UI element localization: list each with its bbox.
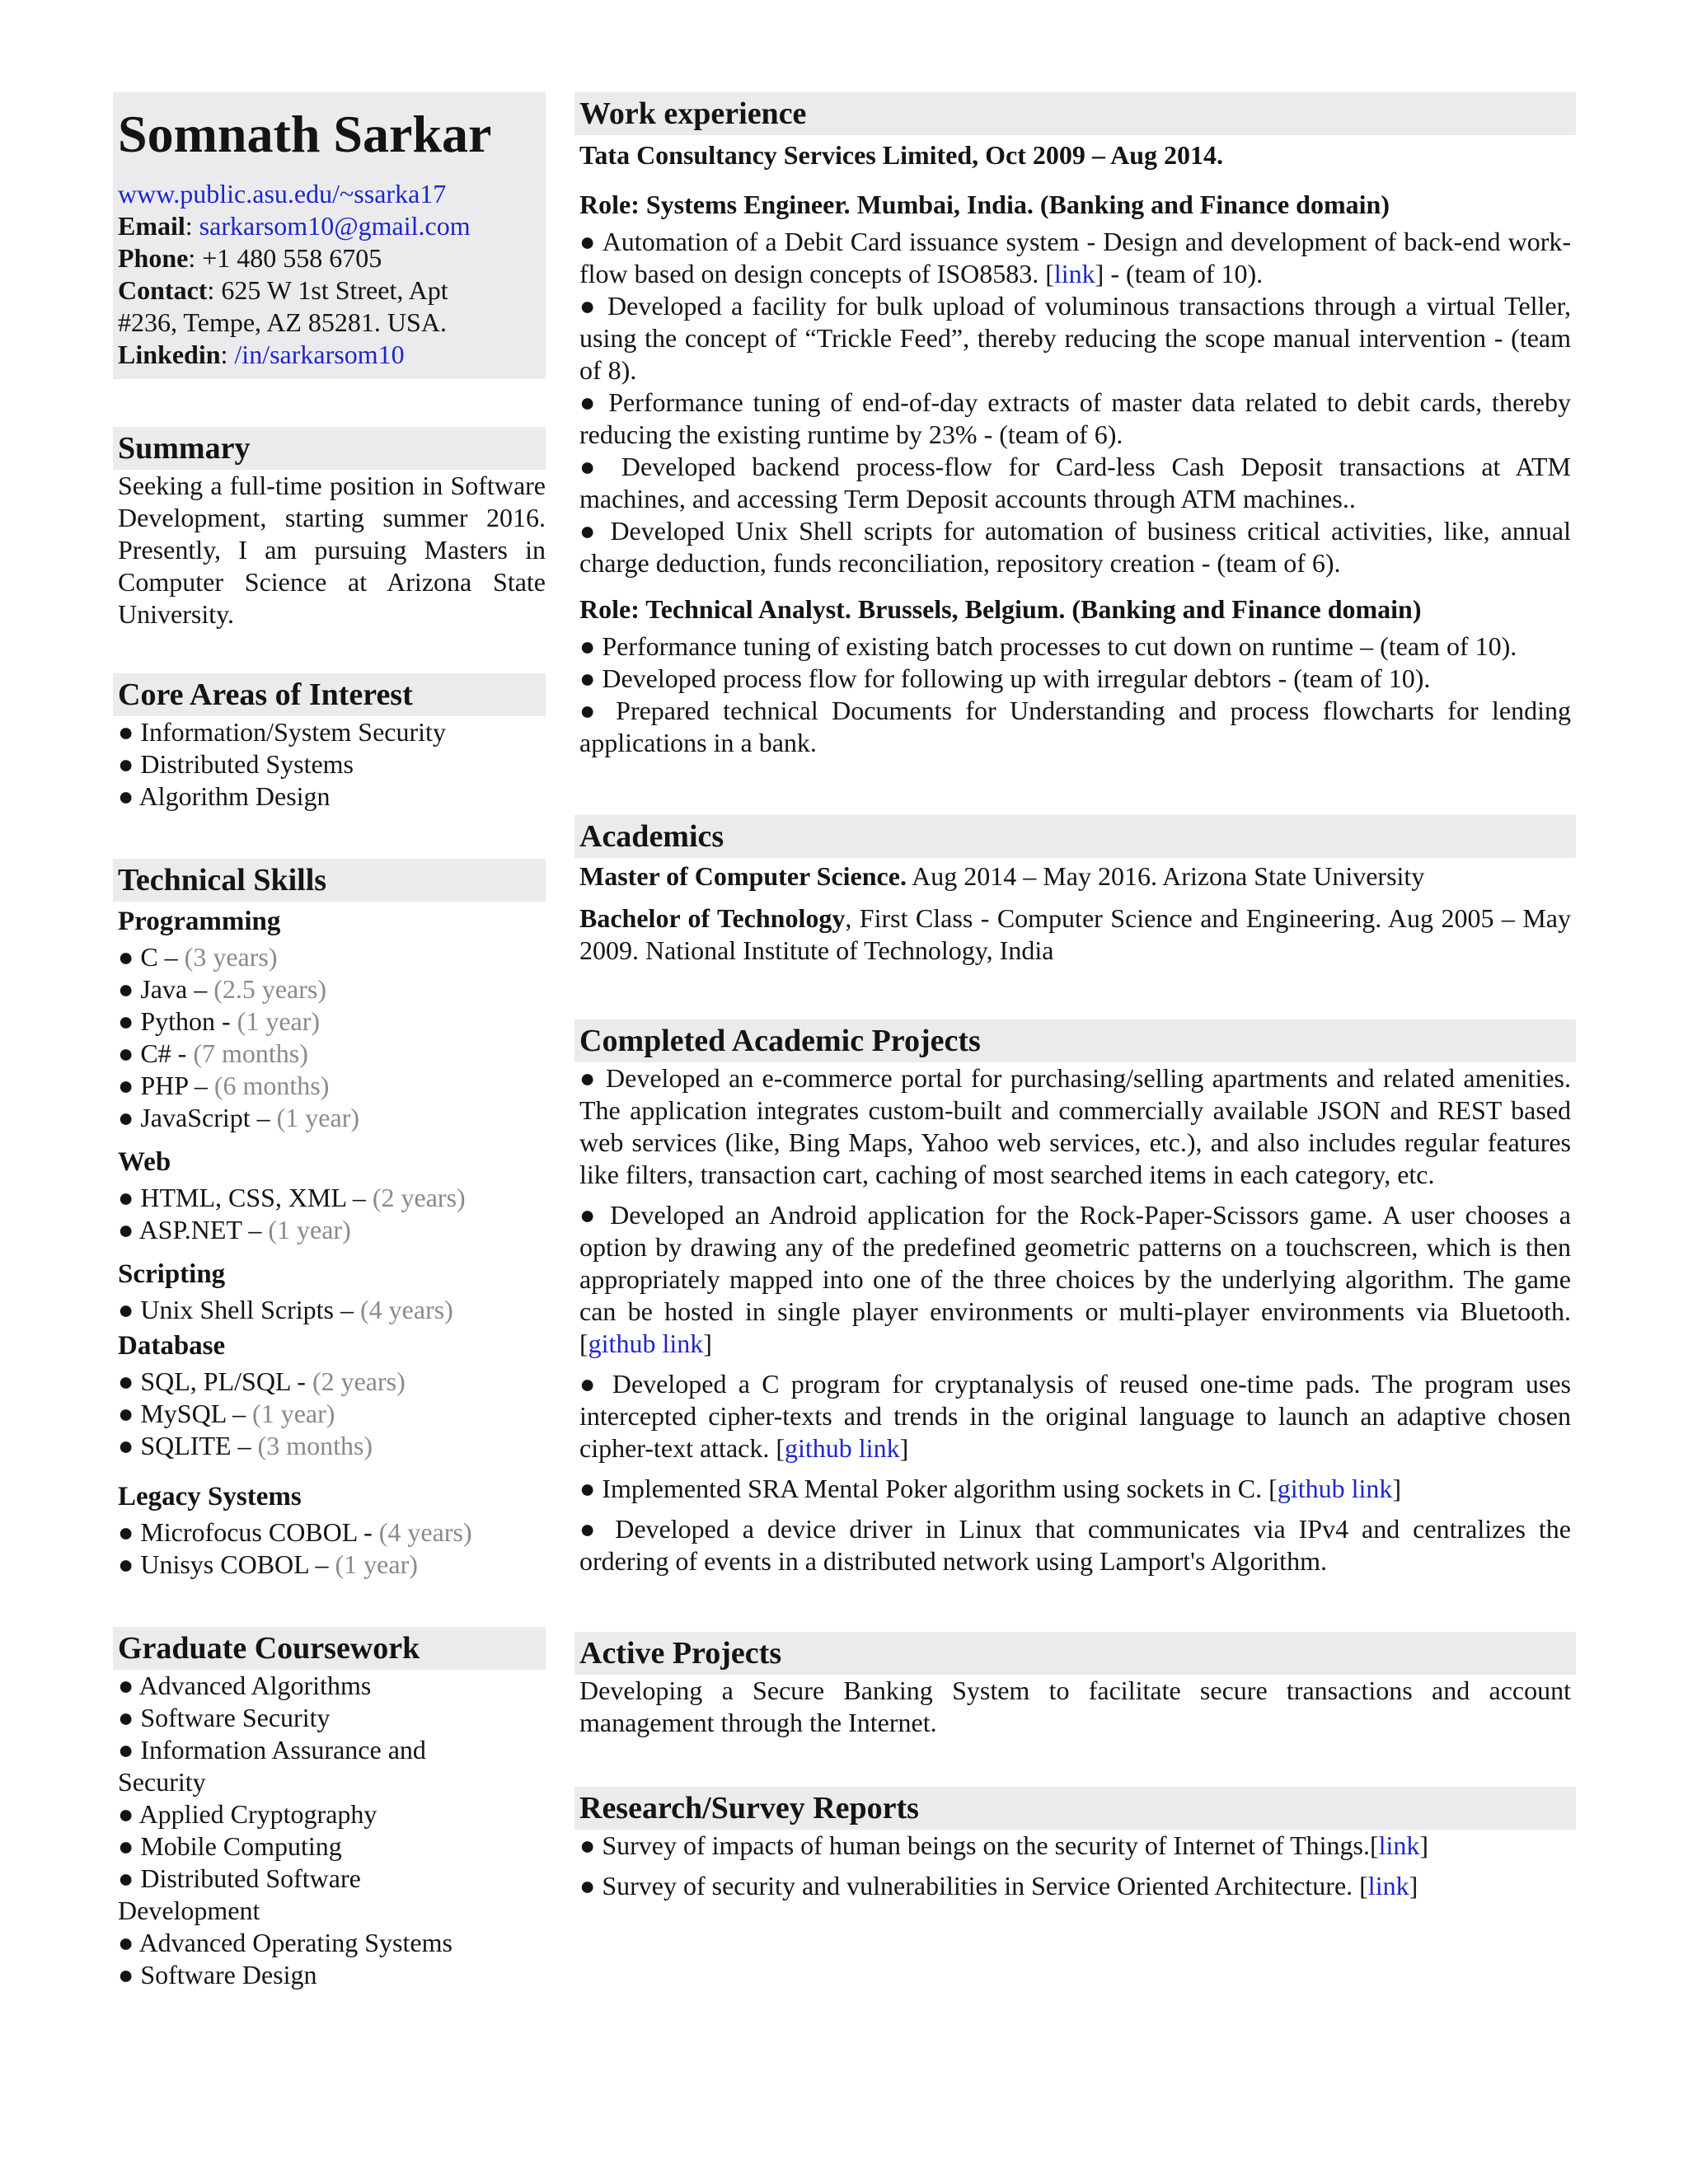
- research-item: ● Survey of impacts of human beings on the security of Internet of Things.[link]: [579, 1830, 1429, 1860]
- github-link[interactable]: github link: [1277, 1474, 1393, 1503]
- work-item: ● Automation of a Debit Card issuance system - Design and development of back-end work-flow based on design concepts of ISO8583. [link] - (team of 10).: [579, 227, 1571, 288]
- skill-item: ● Java – (2.5 years): [118, 974, 327, 1004]
- active-project-text: Developing a Secure Banking System to facilitate secure transactions and account management through the Internet.: [579, 1675, 1571, 1737]
- list-item: ● Information/System Security: [118, 717, 446, 747]
- skill-item: ● JavaScript – (1 year): [118, 1103, 359, 1132]
- profile-block: Somnath Sarkar www.public.asu.edu/~ssarka17 Email: sarkarsom10@gmail.com Phone: +1 480 558 6705 Contact: 625 W 1st Street, Apt #236, Tempe, AZ 85281. USA. Linkedin: /in/sarkarsom10: [113, 92, 546, 379]
- course-item: ● Distributed Software Development: [118, 1863, 361, 1925]
- report-link[interactable]: link: [1378, 1830, 1420, 1860]
- coursework-header: Graduate Coursework: [113, 1627, 546, 1670]
- academic-entry: Bachelor of Technology, First Class - Computer Science and Engineering. Aug 2005 – May 2009. National Institute of Technology, India: [579, 903, 1572, 965]
- project-item: ● Developed an e-commerce portal for purchasing/selling apartments and related amenities. The application integrates custom-built and commercially available JSON and REST based web services (like, Bing Maps, Yahoo web services, etc.), and also includes regular features like filters, transaction cart, caching of most searched items in each category, etc.: [579, 1063, 1571, 1189]
- skill-item: ● ASP.NET – (1 year): [118, 1215, 351, 1244]
- skill-item: ● Microfocus COBOL - (4 years): [118, 1517, 472, 1547]
- email-link[interactable]: sarkarsom10@gmail.com: [199, 211, 471, 241]
- email-label: Email: [118, 211, 185, 241]
- skill-group-title: Legacy Systems: [118, 1482, 302, 1511]
- skill-item: ● Unisys COBOL – (1 year): [118, 1549, 418, 1579]
- skill-item: ● PHP – (6 months): [118, 1071, 330, 1100]
- active-projects-header: Active Projects: [574, 1632, 1576, 1675]
- course-item: ● Advanced Operating Systems: [118, 1928, 452, 1957]
- github-link[interactable]: github link: [785, 1433, 900, 1463]
- research-header: Research/Survey Reports: [574, 1787, 1576, 1830]
- academic-entry: Master of Computer Science. Aug 2014 – May 2016. Arizona State University: [579, 861, 1425, 891]
- project-item: ● Developed a C program for cryptanalysis of reused one-time pads. The program uses intercepted cipher-texts and trends in the original language to launch an adaptive chosen cipher-text attack. [github link]: [579, 1369, 1571, 1463]
- projects-header: Completed Academic Projects: [574, 1019, 1576, 1062]
- work-item: ● Developed backend process-flow for Card-less Cash Deposit transactions at ATM machines, and accessing Term Deposit accounts through ATM machines..: [579, 452, 1571, 513]
- skills-header: Technical Skills: [113, 859, 546, 902]
- phone-number: +1 480 558 6705: [202, 243, 382, 273]
- project-item: ● Implemented SRA Mental Poker algorithm using sockets in C. [github link]: [579, 1474, 1402, 1503]
- skill-item: ● SQLITE – (3 months): [118, 1431, 373, 1460]
- work-item: ● Developed a facility for bulk upload of voluminous transactions through a virtual Teller, using the concept of “Trickle Feed”, thereby reducing the scope manual intervention - (team of 8).: [579, 291, 1571, 385]
- address-line-2: #236, Tempe, AZ 85281. USA.: [118, 307, 447, 337]
- phone-label: Phone: [118, 243, 189, 273]
- skill-item: ● HTML, CSS, XML – (2 years): [118, 1183, 466, 1212]
- work-item: ● Developed process flow for following up with irregular debtors - (team of 10).: [579, 663, 1431, 693]
- course-item: ● Applied Cryptography: [118, 1799, 377, 1829]
- work-item: ● Prepared technical Documents for Understanding and process flowcharts for lending applications in a bank.: [579, 696, 1571, 757]
- skill-group-title: Scripting: [118, 1259, 226, 1289]
- work-item: ● Performance tuning of end-of-day extracts of master data related to debit cards, thereby reducing the existing runtime by 23% - (team of 6).: [579, 387, 1571, 449]
- role-title: Role: Technical Analyst. Brussels, Belgium. (Banking and Finance domain): [579, 594, 1422, 624]
- left-column: [113, 92, 546, 1991]
- item-link[interactable]: link: [1053, 259, 1095, 288]
- interests-header: Core Areas of Interest: [113, 673, 546, 716]
- list-item: ● Algorithm Design: [118, 781, 331, 811]
- summary-header: Summary: [113, 427, 546, 470]
- skill-item: ● SQL, PL/SQL - (2 years): [118, 1366, 406, 1396]
- academics-header: Academics: [574, 815, 1576, 858]
- report-link[interactable]: link: [1367, 1871, 1409, 1900]
- list-item: ● Distributed Systems: [118, 749, 354, 779]
- skill-group-title: Web: [118, 1147, 171, 1177]
- company-line: Tata Consultancy Services Limited, Oct 2009 – Aug 2014.: [579, 140, 1224, 170]
- work-header: Work experience: [574, 92, 1576, 135]
- course-item: ● Software Design: [118, 1960, 317, 1990]
- linkedin-link[interactable]: /in/sarkarsom10: [234, 340, 405, 369]
- skill-item: ● Python - (1 year): [118, 1006, 321, 1036]
- skill-item: ● C – (3 years): [118, 942, 278, 972]
- work-item: ● Performance tuning of existing batch processes to cut down on runtime – (team of 10).: [579, 631, 1517, 661]
- course-item: ● Information Assurance and Security: [118, 1735, 426, 1797]
- website-link[interactable]: www.public.asu.edu/~ssarka17: [118, 179, 447, 209]
- address-line-1: 625 W 1st Street, Apt: [221, 275, 448, 305]
- project-item: ● Developed an Android application for the Rock-Paper-Scissors game. A user chooses a option by drawing any of the predefined geometric patterns on a touchscreen, which is then appropriately mapped into one of the three choices by the underlying algorithm. The game can be hosted in single player environments or multi-player environments via Bluetooth. [github link]: [579, 1200, 1571, 1358]
- course-item: ● Mobile Computing: [118, 1831, 342, 1861]
- skill-item: ● Unix Shell Scripts – (4 years): [118, 1295, 453, 1324]
- course-item: ● Advanced Algorithms: [118, 1671, 372, 1700]
- linkedin-label: Linkedin: [118, 340, 221, 369]
- course-item: ● Software Security: [118, 1703, 331, 1732]
- candidate-name: Somnath Sarkar: [118, 105, 492, 163]
- summary-text: Seeking a full-time position in Software Development, starting summer 2016. Presently, I am pursuing Masters in Computer Science at Arizona State University.: [118, 471, 546, 629]
- github-link[interactable]: github link: [588, 1329, 704, 1358]
- skill-item: ● C# - (7 months): [118, 1038, 308, 1068]
- skill-item: ● MySQL – (1 year): [118, 1399, 335, 1428]
- right-column: [574, 92, 1576, 1902]
- role-title: Role: Systems Engineer. Mumbai, India. (Banking and Finance domain): [579, 190, 1390, 219]
- project-item: ● Developed a device driver in Linux that communicates via IPv4 and centralizes the ordering of events in a distributed network using Lamport's Algorithm.: [579, 1514, 1571, 1576]
- work-item: ● Developed Unix Shell scripts for automation of business critical activities, like, annual charge deduction, funds reconciliation, repository creation - (team of 6).: [579, 516, 1571, 578]
- skill-group-title: Programming: [118, 907, 281, 936]
- contact-label: Contact: [118, 275, 208, 305]
- research-item: ● Survey of security and vulnerabilities in Service Oriented Architecture. [link]: [579, 1871, 1418, 1900]
- skill-group-title: Database: [118, 1331, 226, 1361]
